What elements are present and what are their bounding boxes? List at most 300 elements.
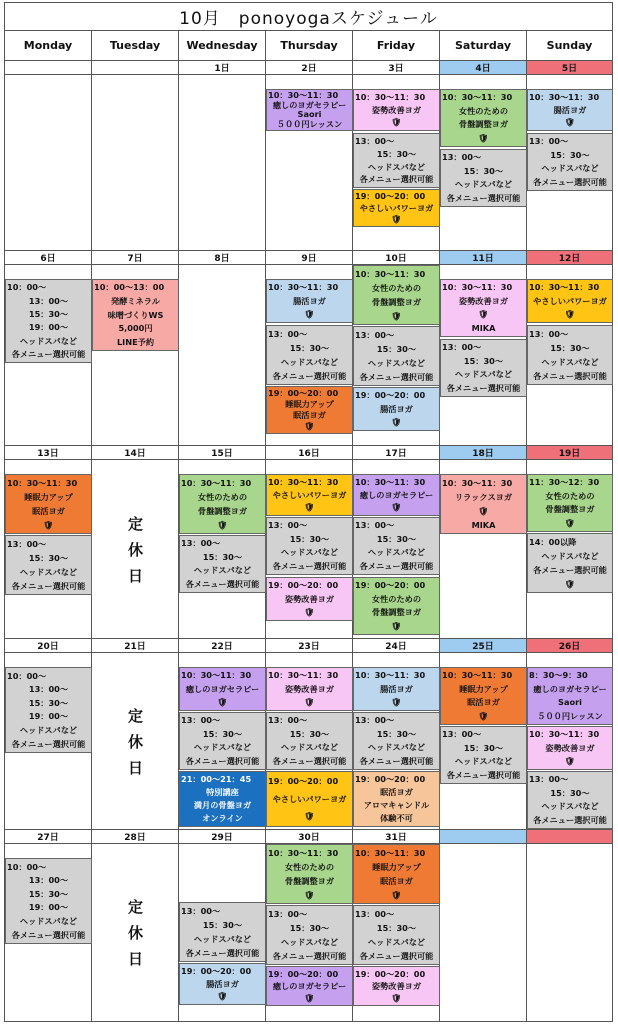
- schedule-event[interactable]: [92, 279, 179, 351]
- event-text: 姿勢改善ヨガ: [371, 104, 422, 115]
- closed-char: 定: [127, 706, 143, 725]
- schedule-event[interactable]: [5, 535, 92, 595]
- event-text: 骨盤調整ヨガ: [545, 504, 595, 515]
- date-label: 4日: [440, 61, 527, 75]
- event-text: 満月の骨盤ヨガ: [193, 800, 252, 811]
- closed-char: 日: [127, 950, 143, 968]
- event-time: 10：30～11：30: [355, 268, 426, 279]
- event-text: ５００円レッスン: [276, 118, 343, 129]
- event-text: ヘッドスパなど: [367, 357, 426, 368]
- schedule-event[interactable]: [353, 189, 440, 227]
- event-time: 10：30～11：30: [442, 670, 513, 681]
- shield-icon: 🛡: [478, 132, 489, 143]
- schedule-event[interactable]: [266, 667, 353, 711]
- event-time: 10：30～11：30: [7, 477, 78, 488]
- event-text: ヘッドスパなど: [19, 566, 78, 577]
- event-text: 女性のための: [197, 491, 248, 502]
- event-time: 11：30～12：30: [529, 477, 600, 488]
- event-text: 各メニュー選択可能: [11, 580, 86, 591]
- schedule-event[interactable]: [353, 517, 440, 575]
- event-time: 19：00～20：00: [355, 774, 426, 785]
- event-text: 体験不可: [380, 813, 413, 824]
- schedule-event[interactable]: [179, 963, 266, 1005]
- event-text: 腸活ヨガ: [380, 403, 413, 414]
- shield-icon: 🛡: [564, 117, 576, 128]
- date-label: 12日: [527, 251, 613, 265]
- event-text: オンライン: [202, 813, 243, 824]
- event-text: 15：30～: [28, 552, 69, 563]
- event-time: 10：00～13：00: [94, 282, 165, 293]
- schedule-event[interactable]: [266, 474, 353, 516]
- schedule-event[interactable]: [5, 279, 92, 363]
- shield-icon: 🛡: [564, 578, 576, 589]
- schedule-event[interactable]: [353, 89, 440, 131]
- event-text: 13：00～: [28, 684, 69, 695]
- event-text: 腸活ヨガ: [206, 978, 239, 989]
- event-text: 15：30～: [376, 728, 417, 739]
- day-cell: [179, 75, 266, 251]
- event-time: 10：30～11：30: [442, 92, 513, 103]
- schedule-event[interactable]: [527, 133, 613, 191]
- event-text: 15：30～: [28, 697, 69, 708]
- event-text: ヘッドスパなど: [19, 335, 78, 346]
- event-text: 姿勢改善ヨガ: [371, 980, 422, 991]
- event-text: 各メニュー選択可能: [533, 564, 607, 575]
- schedule-event[interactable]: [353, 844, 440, 904]
- event-text: 13：00～: [28, 295, 69, 306]
- schedule-event[interactable]: [266, 517, 353, 575]
- event-time: 10：30～11：30: [268, 282, 339, 293]
- shield-icon: 🛡: [391, 117, 402, 128]
- schedule-event[interactable]: [266, 279, 353, 323]
- date-label: 3日: [353, 61, 440, 75]
- schedule-event[interactable]: [440, 667, 527, 725]
- event-text: 15：30～: [550, 149, 590, 160]
- event-text: 姿勢改善ヨガ: [284, 683, 335, 694]
- date-label: 24日: [353, 639, 440, 653]
- event-text: 各メニュー選択可能: [533, 814, 607, 825]
- schedule-event[interactable]: [527, 474, 613, 532]
- event-time: 19：00～20：00: [268, 968, 339, 979]
- event-time: 10：30～11：30: [442, 477, 513, 488]
- closed-char: 日: [127, 758, 143, 777]
- event-text: 女性のための: [458, 105, 509, 116]
- event-text: 各メニュー選択可能: [11, 738, 86, 749]
- event-text: 15：30～: [289, 922, 330, 933]
- event-text: 姿勢改善ヨガ: [458, 295, 509, 306]
- event-time: 10：30～11：30: [268, 670, 339, 681]
- schedule-event[interactable]: [5, 474, 92, 534]
- schedule-event[interactable]: [353, 771, 440, 827]
- event-text: 13：00～: [28, 875, 69, 886]
- event-text: 15：30～: [463, 355, 504, 366]
- date-label: [440, 830, 527, 844]
- event-text: 15：30～: [202, 919, 243, 930]
- shield-icon: 🛡: [391, 417, 402, 428]
- event-text: 女性のための: [284, 861, 335, 872]
- event-text: 15：30～: [376, 533, 417, 544]
- schedule-event[interactable]: [440, 474, 527, 534]
- day-cell: [92, 75, 179, 251]
- date-label: 5日: [527, 61, 613, 75]
- event-text: 眠活ヨガ: [380, 787, 413, 798]
- event-text: 各メニュー選択可能: [359, 560, 434, 571]
- event-time: 13：00～: [355, 136, 395, 147]
- date-label: 8日: [179, 251, 266, 265]
- event-time: 13：00～: [442, 152, 482, 163]
- schedule-event[interactable]: [353, 667, 440, 711]
- event-time: 10：30～11：30: [529, 282, 600, 293]
- closed-char: 休: [127, 924, 143, 942]
- event-time: 13：00～: [355, 520, 395, 531]
- schedule-event[interactable]: [266, 89, 353, 131]
- event-time: 10：30～11：30: [268, 847, 339, 858]
- schedule-event[interactable]: [527, 533, 613, 593]
- event-text: やさしいパワーヨガ: [533, 295, 607, 306]
- closed-char: 日: [127, 566, 143, 585]
- event-time: 10：30～11：30: [181, 477, 252, 488]
- event-text: 腸活ヨガ: [380, 683, 413, 694]
- event-text: ５００円レッスン: [537, 710, 603, 721]
- event-text: 発酵ミネラル: [111, 296, 160, 307]
- event-text: 各メニュー選択可能: [272, 370, 347, 381]
- day-cell: [440, 844, 527, 1022]
- date-label: 26日: [527, 639, 613, 653]
- event-text: やさしいパワーヨガ: [359, 202, 434, 213]
- weekday-header-monday: Monday: [5, 31, 92, 61]
- event-time: 10：30～11：30: [529, 92, 600, 103]
- shield-icon: 🛡: [391, 620, 402, 631]
- event-text: 15：30～: [28, 888, 69, 899]
- schedule-event[interactable]: [266, 966, 353, 1006]
- weekday-header-saturday: Saturday: [440, 31, 527, 61]
- event-time: 19：00～20：00: [355, 390, 426, 401]
- shield-icon: 🛡: [304, 811, 315, 822]
- schedule-event[interactable]: [353, 905, 440, 965]
- event-text: 15：30～: [202, 728, 243, 739]
- event-text: MIKA: [471, 322, 496, 333]
- event-text: ヘッドスパなど: [541, 550, 599, 561]
- event-text: 各メニュー選択可能: [359, 755, 434, 766]
- event-text: 各メニュー選択可能: [272, 755, 347, 766]
- schedule-event[interactable]: [353, 712, 440, 770]
- date-label: 10日: [353, 251, 440, 265]
- event-text: ヘッドスパなど: [193, 565, 252, 576]
- event-text: 15：30～: [376, 343, 417, 354]
- date-label: 11日: [440, 251, 527, 265]
- date-label: 20日: [5, 639, 92, 653]
- event-text: LINE予約: [116, 336, 155, 347]
- date-label: 9日: [266, 251, 353, 265]
- event-text: ヘッドスパなど: [541, 163, 599, 174]
- event-time: 19：00～20：00: [181, 966, 252, 977]
- event-time: 10：30～11：30: [442, 282, 513, 293]
- event-text: 癒しのヨガセラピー: [359, 489, 434, 500]
- event-time: 10：00～: [7, 670, 47, 681]
- shield-icon: 🛡: [391, 889, 402, 900]
- event-text: ヘッドスパなど: [541, 801, 599, 812]
- day-cell: [179, 265, 266, 446]
- event-time: 19：00～20：00: [355, 580, 426, 591]
- schedule-event[interactable]: [179, 474, 266, 534]
- event-time: 13：00～: [268, 908, 308, 919]
- event-time: 10：00～: [7, 282, 47, 293]
- event-time: 13：00～: [268, 715, 308, 726]
- schedule-event[interactable]: [527, 89, 613, 131]
- event-text: ヘッドスパなど: [19, 916, 78, 927]
- event-text: 眠活ヨガ: [380, 875, 413, 886]
- event-text: 睡眠力アップ: [24, 491, 73, 502]
- shield-icon: 🛡: [304, 309, 315, 320]
- event-text: 15：30～: [376, 922, 417, 933]
- schedule-event[interactable]: [179, 712, 266, 770]
- day-cell: [527, 844, 613, 1022]
- schedule-event[interactable]: [527, 325, 613, 385]
- event-time: 10：30～11：30: [355, 92, 426, 103]
- schedule-event[interactable]: [179, 667, 266, 711]
- event-text: 腸活ヨガ: [293, 295, 326, 306]
- event-text: 骨盤調整ヨガ: [371, 607, 422, 618]
- event-time: 13：00～: [442, 729, 482, 740]
- schedule-event[interactable]: [266, 771, 353, 827]
- shield-icon: 🛡: [304, 607, 315, 618]
- event-time: 10：30～11：30: [268, 90, 339, 101]
- event-text: ヘッドスパなど: [541, 356, 599, 367]
- event-text: ヘッドスパなど: [454, 179, 513, 190]
- event-text: Saori: [558, 697, 582, 708]
- date-label: 21日: [92, 639, 179, 653]
- event-text: 睡眠力アップ: [372, 861, 421, 872]
- schedule-event[interactable]: [266, 386, 353, 434]
- event-text: 各メニュー選択可能: [533, 176, 607, 187]
- schedule-sheet: [4, 2, 613, 1022]
- event-text: 各メニュー選択可能: [446, 382, 521, 393]
- closed-day-label: [92, 653, 179, 830]
- event-text: やさしいパワーヨガ: [272, 793, 347, 804]
- event-text: 睡眠力アップ: [459, 683, 508, 694]
- closed-char: 休: [127, 732, 143, 751]
- event-text: 癒しのヨガセラピー: [533, 683, 607, 694]
- event-text: 眠活ヨガ: [32, 505, 65, 516]
- event-text: 女性のための: [545, 490, 595, 501]
- event-text: リラックスヨガ: [454, 491, 513, 502]
- event-text: 癒しのヨガセラピー: [272, 99, 347, 110]
- event-text: 各メニュー選択可能: [359, 950, 434, 961]
- event-text: 各メニュー選択可能: [533, 370, 607, 381]
- event-text: 癒しのヨガセラピー: [272, 980, 347, 991]
- date-label: 19日: [527, 446, 613, 460]
- event-text: 各メニュー選択可能: [185, 578, 260, 589]
- shield-icon: 🛡: [391, 214, 402, 225]
- event-time: 13：00～: [268, 328, 308, 339]
- event-time: 19：00～20：00: [355, 968, 426, 979]
- event-text: 15：30～: [550, 342, 590, 353]
- shield-icon: 🛡: [304, 992, 315, 1003]
- event-text: ヘッドスパなど: [367, 547, 426, 558]
- event-text: 骨盤調整ヨガ: [197, 505, 248, 516]
- event-text: 特別講座: [206, 787, 239, 798]
- shield-icon: 🛡: [217, 991, 228, 1002]
- event-time: 19：00～20：00: [268, 776, 339, 787]
- event-text: MIKA: [471, 519, 496, 530]
- schedule-event[interactable]: [440, 726, 527, 784]
- date-label: 1日: [179, 61, 266, 75]
- event-text: ヘッドスパなど: [193, 742, 252, 753]
- event-text: ヘッドスパなど: [280, 936, 339, 947]
- event-text: 骨盤調整ヨガ: [458, 119, 509, 130]
- schedule-event[interactable]: [266, 712, 353, 770]
- event-text: ヘッドスパなど: [454, 756, 513, 767]
- date-label: 27日: [5, 830, 92, 844]
- schedule-event[interactable]: [353, 577, 440, 635]
- event-time: 10：30～11：30: [268, 477, 339, 488]
- event-text: 15：30～: [28, 309, 69, 320]
- date-label: 23日: [266, 639, 353, 653]
- schedule-event[interactable]: [440, 339, 527, 397]
- event-time: 10：30～11：30: [355, 670, 426, 681]
- schedule-event[interactable]: [527, 771, 613, 829]
- event-time: 13：00～: [268, 520, 308, 531]
- event-text: ヘッドスパなど: [280, 742, 339, 753]
- event-text: やさしいパワーヨガ: [272, 489, 347, 500]
- event-time: 13：00～: [7, 538, 47, 549]
- shield-icon: 🛡: [391, 502, 402, 513]
- shield-icon: 🛡: [564, 309, 576, 320]
- shield-icon: 🛡: [304, 697, 315, 708]
- event-text: 骨盤調整ヨガ: [284, 875, 335, 886]
- event-text: ヘッドスパなど: [454, 369, 513, 380]
- schedule-event[interactable]: [266, 905, 353, 965]
- date-label: 14日: [92, 446, 179, 460]
- schedule-event[interactable]: [527, 726, 613, 770]
- date-label: 16日: [266, 446, 353, 460]
- schedule-event[interactable]: [353, 387, 440, 431]
- date-label: 2日: [266, 61, 353, 75]
- schedule-event[interactable]: [5, 667, 92, 753]
- event-time: 19：00～20：00: [268, 388, 339, 399]
- schedule-event[interactable]: [266, 325, 353, 385]
- event-text: 各メニュー選択可能: [446, 192, 521, 203]
- schedule-event[interactable]: [179, 535, 266, 593]
- date-label: [5, 61, 92, 75]
- schedule-event[interactable]: [353, 966, 440, 1006]
- weekday-header-thursday: Thursday: [266, 31, 353, 61]
- closed-char: 定: [127, 898, 143, 916]
- event-text: アロマキャンドル: [363, 800, 430, 811]
- event-text: 5,000円: [118, 323, 153, 334]
- event-text: 女性のための: [371, 282, 422, 293]
- schedule-event[interactable]: [440, 279, 527, 337]
- event-text: 各メニュー選択可能: [185, 947, 260, 958]
- shield-icon: 🛡: [217, 519, 228, 530]
- schedule-event[interactable]: [266, 844, 353, 904]
- schedule-event[interactable]: [353, 474, 440, 516]
- event-text: 15：30～: [550, 787, 590, 798]
- event-text: ヘッドスパなど: [193, 933, 252, 944]
- date-label: 28日: [92, 830, 179, 844]
- event-text: ヘッドスパなど: [367, 936, 426, 947]
- shield-icon: 🛡: [391, 310, 402, 321]
- event-text: 15：30～: [289, 342, 330, 353]
- page-title: 10月 ponoyogaスケジュール: [5, 3, 612, 31]
- event-text: 15：30～: [289, 533, 330, 544]
- schedule-event[interactable]: [440, 89, 527, 147]
- date-label: 22日: [179, 639, 266, 653]
- event-time: 13：00～: [355, 715, 395, 726]
- event-text: 各メニュー選択可能: [11, 929, 86, 940]
- shield-icon: 🛡: [304, 889, 315, 900]
- event-text: 15：30～: [463, 742, 504, 753]
- schedule-event[interactable]: [5, 858, 92, 944]
- schedule-event[interactable]: [527, 279, 613, 323]
- closed-char: 定: [127, 514, 143, 533]
- day-cell: [5, 75, 92, 251]
- event-text: 各メニュー選択可能: [359, 371, 434, 382]
- shield-icon: 🛡: [217, 697, 228, 708]
- shield-icon: 🛡: [478, 309, 489, 320]
- event-time: 19：00～20：00: [268, 580, 339, 591]
- date-label: [527, 830, 613, 844]
- event-text: 15：30～: [463, 165, 504, 176]
- closed-day-label: [92, 844, 179, 1022]
- event-text: 各メニュー選択可能: [272, 950, 347, 961]
- event-text: 癒しのヨガセラピー: [185, 683, 260, 694]
- schedule-event[interactable]: [353, 326, 440, 386]
- event-text: 19：00～: [28, 322, 69, 333]
- shield-icon: 🛡: [391, 992, 402, 1003]
- event-text: 15：30～: [376, 148, 417, 159]
- event-time: 13：00～: [181, 538, 221, 549]
- weekday-header-tuesday: Tuesday: [92, 31, 179, 61]
- date-label: 7日: [92, 251, 179, 265]
- schedule-event[interactable]: [440, 149, 527, 207]
- shield-icon: 🛡: [564, 517, 576, 528]
- event-time: 19：00～20：00: [355, 191, 426, 202]
- date-label: 15日: [179, 446, 266, 460]
- event-text: 姿勢改善ヨガ: [284, 593, 335, 604]
- event-text: 姿勢改善ヨガ: [545, 742, 595, 753]
- event-text: 味噌づくりWS: [107, 309, 164, 320]
- event-text: 各メニュー選択可能: [446, 769, 521, 780]
- event-text: 各メニュー選択可能: [272, 560, 347, 571]
- event-time: 13：00～: [529, 328, 569, 339]
- schedule-event[interactable]: [353, 133, 440, 188]
- event-text: 眠活ヨガ: [467, 697, 500, 708]
- event-text: ヘッドスパなど: [367, 161, 426, 172]
- event-time: 10：30～11：30: [181, 670, 252, 681]
- event-text: 各メニュー選択可能: [359, 174, 434, 185]
- date-label: [92, 61, 179, 75]
- schedule-event[interactable]: [266, 577, 353, 621]
- event-time: 13：00～: [355, 329, 395, 340]
- date-label: 13日: [5, 446, 92, 460]
- schedule-event[interactable]: [353, 265, 440, 325]
- shield-icon: 🛡: [43, 519, 54, 530]
- event-time: 10：30～11：30: [355, 847, 426, 858]
- shield-icon: 🛡: [478, 505, 489, 516]
- schedule-event[interactable]: [179, 771, 266, 827]
- event-time: 13：00～: [529, 774, 569, 785]
- event-text: ヘッドスパなど: [367, 742, 426, 753]
- event-time: 13：00～: [181, 715, 221, 726]
- schedule-event[interactable]: [179, 902, 266, 962]
- event-time: 10：30～11：30: [529, 729, 600, 740]
- schedule-event[interactable]: [527, 667, 613, 725]
- event-time: 13：00～: [355, 908, 395, 919]
- event-time: 13：00～: [442, 342, 482, 353]
- date-label: 18日: [440, 446, 527, 460]
- date-label: 25日: [440, 639, 527, 653]
